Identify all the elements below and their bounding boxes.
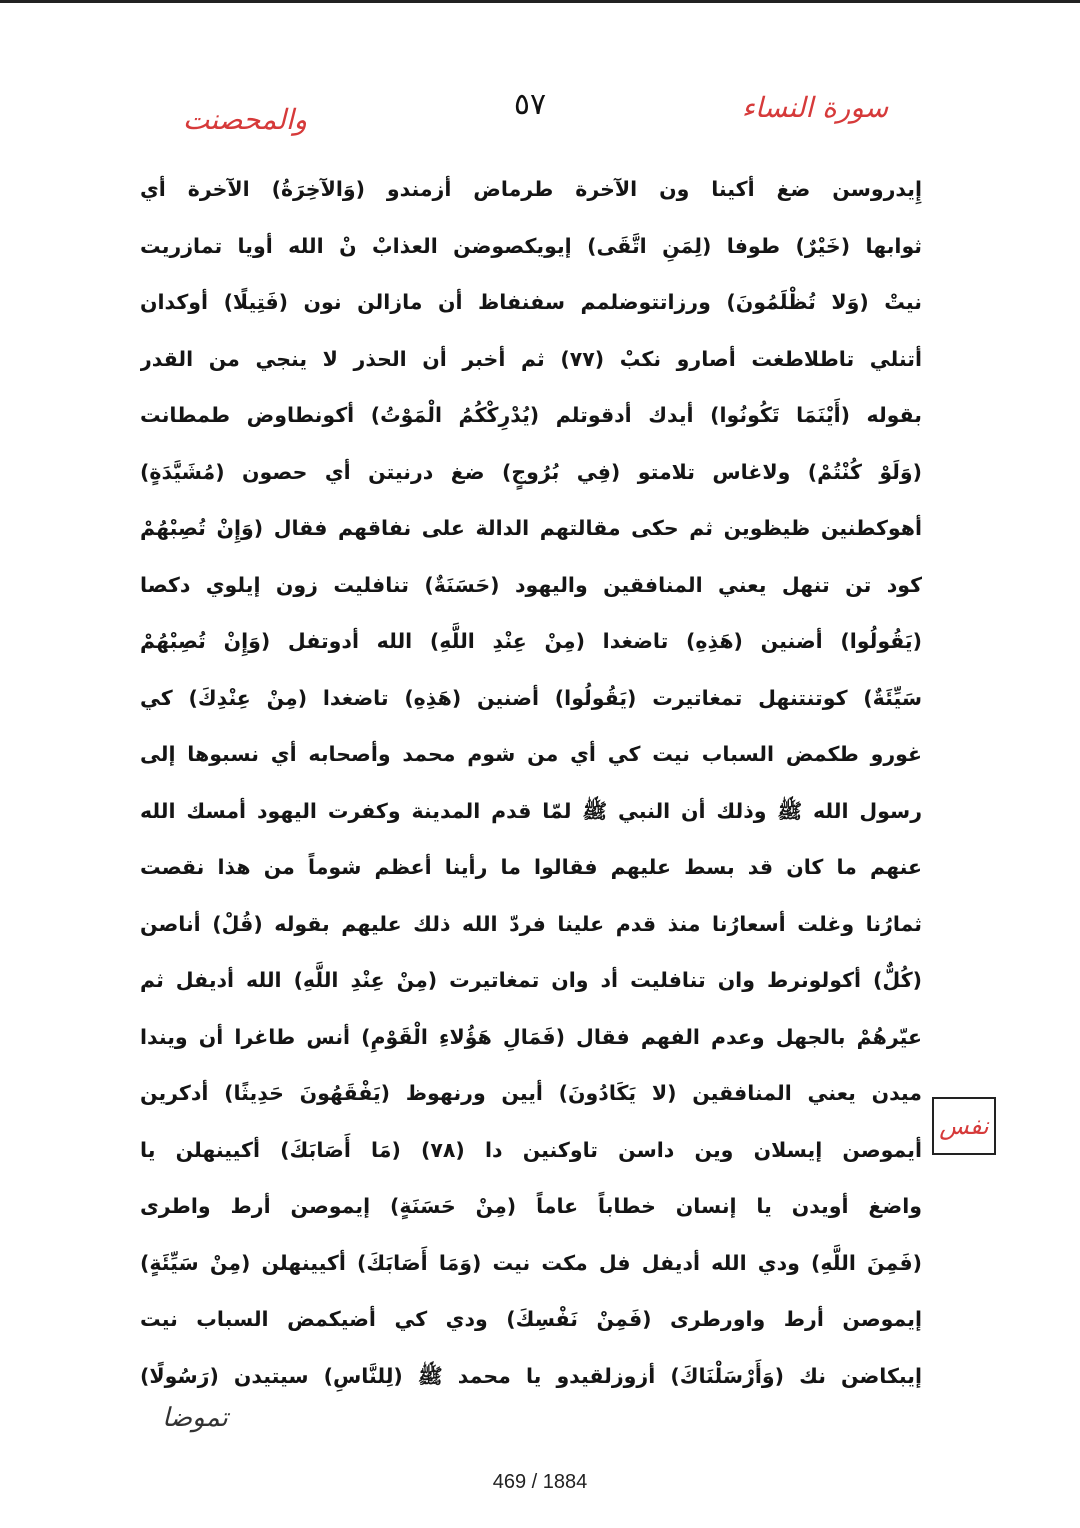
text-line-1: إِيدروسن ضغ أكينا ون الآخرة طرماض أزمندو (وَالآخِرَةُ) الآخرة أي <box>140 177 922 201</box>
text-line-2: ثوابها (خَيْرٌ) طوفا (لِمَنِ اتَّقَى) إيويكصوضن العذابْ نْ الله أويا تمازريت <box>140 233 922 258</box>
text-line-22: إيبكاضن نك (وَأَرْسَلْنَاكَ) أزوزلقيدو يا محمد ﷺ (لِلنَّاسِ) سيتيدن (رَسُولًا) <box>140 1363 922 1388</box>
page-number: ٥٧ <box>513 87 547 122</box>
text-line-9: (يَقُولُوا) أضنين (هَذِهِ) تاضغدا (مِنْ عِنْدِ اللَّهِ) الله أدوتفل (وَإِنْ تُصِبْهُمْ <box>140 629 922 653</box>
text-line-3: نيتْ (وَلا تُظْلَمُونَ) ورزاتتوضلمم سفنفاظ أن مازالن نون (فَتِيلًا) أوكدان <box>140 290 922 314</box>
manuscript-body <box>140 161 922 1404</box>
page-counter: 469 / 1884 <box>492 1471 588 1493</box>
text-line-14: ثمارُنا وغلت أسعارُنا منذ قدم علينا فردّ الله ذلك عليهم بقوله (قُلْ) أناصن <box>140 911 922 936</box>
text-line-12: رسول الله ﷺ وذلك أن النبي ﷺ لمّا قدم المدينة وكفرت اليهود أمسك الله <box>140 798 922 823</box>
text-line-7: أهوكطنين ظيظوين ثم حكى مقالتهم الدالة على نفاقهم فقال (وَإِنْ تُصِبْهُمْ <box>140 516 922 540</box>
text-line-17: ميدن يعني المنافقين (لا يَكَادُونَ) أيين ورنهوظ (يَفْقَهُونَ حَدِيثًا) أدكرين <box>140 1081 922 1105</box>
text-line-5: بقوله (أَيْنَمَا تَكُونُوا) أيدك أدقوتلم (يُدْرِكْكُمُ الْمَوْتُ) أكونطاوض طمطانت <box>140 403 922 427</box>
text-line-10: سَيِّئَةٌ) كوتنتنهل تمغاتيرت (يَقُولُوا) أضنين (هَذِهِ) تاضغدا (مِنْ عِنْدِكَ) كي <box>140 685 922 710</box>
text-line-6: (وَلَوْ كُنْتُمْ) ولاغاس تلامتو (فِي بُرُوجٍ) ضغ درنيتن أي حصون (مُشَيَّدَةٍ) <box>140 459 922 484</box>
header-left-note: والمحصنت <box>182 103 308 136</box>
text-line-20: (فَمِنَ اللَّهِ) ودي الله أديفل فل مكت نيت (وَمَا أَصَابَكَ) أكيينهلن (مِنْ سَيِّئَةٍ) <box>140 1250 922 1275</box>
manuscript-page <box>0 3 1080 1528</box>
text-line-4: أتنلي تاطلاطغت أصارو نكبْ (٧٧) ثم أخبر أن الحذر لا ينجي من القدر <box>140 346 922 371</box>
text-line-19: واضغ أويدن يا إنسان خطاباً عاماً (مِنْ حَسَنَةٍ) إيموصن أرط واطرى <box>140 1194 922 1218</box>
text-line-21: إيموصن أرط واورطرى (فَمِنْ نَفْسِكَ) ودي كي أضيكمض السباب نيت <box>140 1307 922 1331</box>
text-line-8: كود تن تنهل يعني المنافقين واليهود (حَسَنَةٌ) تنافليت زون إيلوي دكصا <box>140 572 922 597</box>
text-line-16: عيّرهُمْ بالجهل وعدم الفهم فقال (فَمَالِ هَؤُلاءِ الْقَوْمِ) أنس طاغرا أن ويندا <box>140 1024 922 1049</box>
text-line-11: غورو طكمض السباب نيت كي أي من شوم محمد وأصحابه أي نسبوها إلى <box>140 742 922 766</box>
margin-note-box: نفس <box>932 1097 996 1155</box>
catchword: تموضا <box>162 1403 228 1433</box>
surah-title: سورة النساء <box>741 91 889 124</box>
text-line-15: (كُلٌّ) أكولونرط وان تنافليت أد وان تمغاتيرت (مِنْ عِنْدِ اللَّهِ) الله أديفل ثم <box>140 968 922 992</box>
text-line-13: عنهم ما كان قد بسط عليهم فقالوا ما رأينا أعظم شوماً من هذا نقصت <box>140 855 922 879</box>
text-line-18: أيموصن إيسلان وين داسن تاوكنين دا (٧٨) (مَا أَصَابَكَ) أكيينهلن يا <box>140 1137 922 1162</box>
